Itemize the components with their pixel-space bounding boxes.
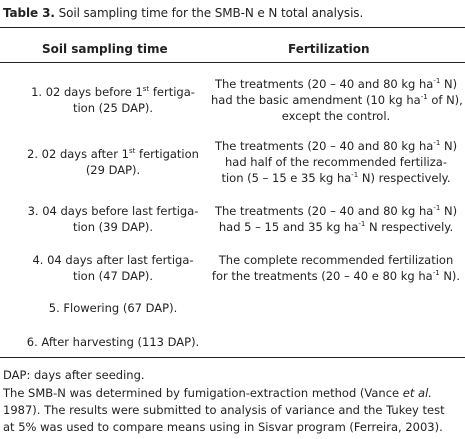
row2-sampling-time: 2. 02 days after 1st fertigation (29 DAP). [27,147,199,177]
header-soil-sampling-time: Soil sampling time [42,42,168,56]
row6-sampling-time: 6. After harvesting (113 DAP). [26,335,200,349]
row3-sampling-time: 3. 04 days before last fertiga- tion (39 DAP). [27,204,199,234]
header-fertilization: Fertilization [288,42,370,56]
bottom-rule [0,357,465,358]
table-caption-text: Soil sampling time for the SMB-N e N total analysis. [58,6,364,20]
table-footnote: DAP: days after seeding. [3,368,145,382]
row1-fertilization: The treatments (20 – 40 and 80 kg $ha^{-1}$ N) had the basic amendment (10 kg $ha^{-1}$ of N), except the control. [211,77,463,123]
row1-sampling-time: 1. 02 days before 1st fertiga- tion (25 DAP). [31,85,195,115]
table-caption [3,6,363,20]
row3-fertilization: The treatments (20 – 40 and 80 kg $ha^{-1}$ N) had 5 – 15 and 35 kg $ha^{-1}$ N respectively. [214,204,458,234]
header-rule [0,62,465,63]
row5-sampling-time: 5. Flowering (67 DAP). [48,301,178,315]
table-caption-label: Table 3. [3,6,55,20]
row4-sampling-time: 4. 04 days after last fertiga- tion (47 DAP). [32,253,194,283]
methods-paragraph: The SMB-N was determined by fumigation-extraction method (Vance et al. 1987). The results were submitted to analysis of variance and the Tukey test at 5% was used to compare means using in Sisvar program (Ferreira, 2003). [3,386,445,434]
top-rule [0,27,465,28]
row2-fertilization: The treatments (20 – 40 and 80 kg $ha^{-1}$ N) had half of the recommended fertiliza- tion (5 – 15 e 35 kg $ha^{-1}$ N) respectively. [214,139,458,185]
row4-fertilization: The complete recommended fertilization for the treatments (20 – 40 e 80 kg $ha^{-1}$ N). [211,253,461,283]
